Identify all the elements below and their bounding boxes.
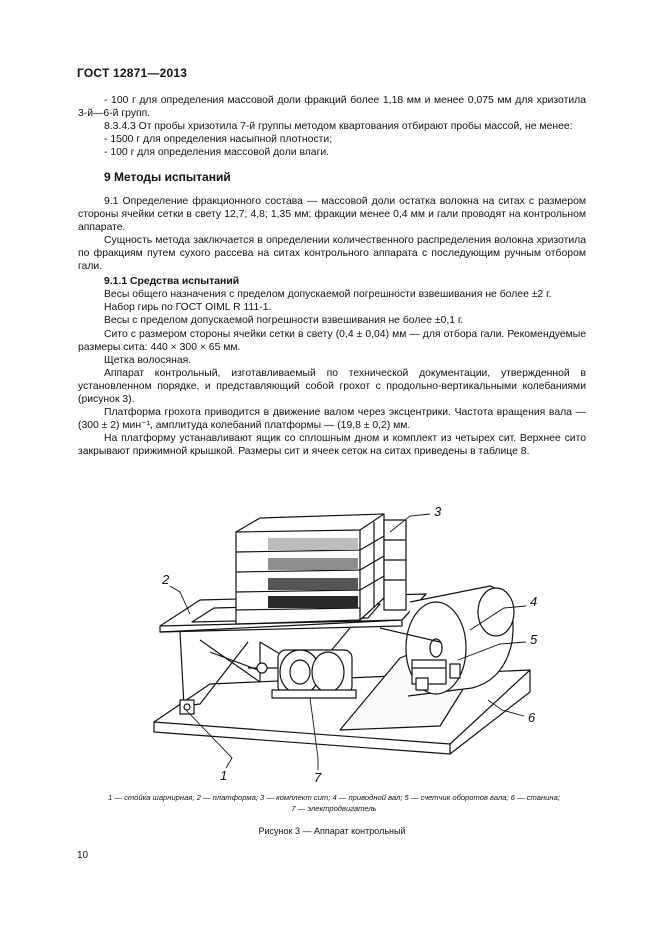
figure-label-6: 6 bbox=[528, 710, 536, 725]
document-body bbox=[78, 94, 586, 458]
subsection-heading: 9.1.1 Средства испытаний bbox=[104, 276, 240, 288]
paragraph: Сущность метода заключается в определении количественного распределения волокна хризотила по фракциям путем сухого рассева на ситах контрольного аппарата с последующим ручным отбором гали. bbox=[78, 234, 586, 273]
apparatus-figure bbox=[140, 492, 550, 784]
paragraph: Набор гирь по ГОСТ OIML R 111-1. bbox=[104, 302, 272, 314]
paragraph: - 100 г для определения массовой доли фракций более 1,18 мм и менее 0,075 мм для хризотила 3-й—6-й групп. bbox=[78, 95, 586, 120]
caption-line: 1 — стойка шарнирная; 2 — платформа; 3 — комплект сит; 4 — приводной вал; 5 — счетчик оборотов вала; 6 — станина; bbox=[108, 793, 560, 802]
section-heading: 9 Методы испытаний bbox=[104, 170, 231, 185]
document-header: ГОСТ 12871—2013 bbox=[77, 66, 188, 80]
paragraph: Весы общего назначения с пределом допускаемой погрешности взвешивания не более ±2 г. bbox=[104, 289, 552, 301]
paragraph: 8.3.4.3 От пробы хризотила 7-й группы методом квартования отбирают пробы массой, не менее: bbox=[104, 121, 573, 133]
paragraph: Сито с размером стороны ячейки сетки в свету (0,4 ± 0,04) мм — для отбора гали. Рекомендуемые размеры сита: 440 × 300 × 65 мм. bbox=[78, 328, 586, 353]
paragraph: Аппарат контрольный, изготавливаемый по технической документации, утвержденной в установленном порядке, и представляющий собой грохот с продольно-вертикальными колебаниями (рисунок 3). bbox=[78, 367, 586, 405]
paragraph: - 1500 г для определения насыпной плотности; bbox=[104, 134, 333, 146]
figure-title: Рисунок 3 — Аппарат контрольный bbox=[258, 826, 406, 836]
paragraph: Весы с пределом допускаемой погрешности взвешивания не более ±0,1 г. bbox=[104, 315, 464, 327]
paragraph: Щетка волосяная. bbox=[104, 354, 192, 366]
paragraph: 9.1 Определение фракционного состава — массовой доли остатка волокна на ситах с размером стороны ячейки сетки в свету 12,7; 4,8; 1,35 мм; фракции менее 0,4 мм и гали проводят на контрольном аппарате. bbox=[78, 195, 586, 233]
caption-line: 7 — электродвигатель bbox=[291, 804, 377, 813]
figure-label-7: 7 bbox=[314, 770, 322, 784]
figure-label-2: 2 bbox=[162, 572, 170, 587]
figure-label-3: 3 bbox=[434, 504, 442, 519]
figure-label-5: 5 bbox=[530, 632, 538, 647]
figure-caption bbox=[84, 792, 584, 814]
paragraph: На платформу устанавливают ящик со сплошным дном и комплект из четырех сит. Верхнее сито закрывают прижимной крышкой. Размеры сит и ячеек сеток на ситах приведены в таблице 8. bbox=[78, 433, 586, 458]
page-number: 10 bbox=[77, 850, 89, 861]
apparatus-drawing bbox=[140, 492, 550, 784]
paragraph: - 100 г для определения массовой доли влаги. bbox=[104, 147, 330, 159]
paragraph: Платформа грохота приводится в движение валом через эксцентрики. Частота вращения вала — (300 ± 2) мин⁻¹, амплитуда колебаний платформы — (19,8 ± 0,2) мм. bbox=[78, 407, 586, 432]
figure-label-4: 4 bbox=[530, 594, 538, 609]
figure-label-1: 1 bbox=[220, 768, 228, 783]
